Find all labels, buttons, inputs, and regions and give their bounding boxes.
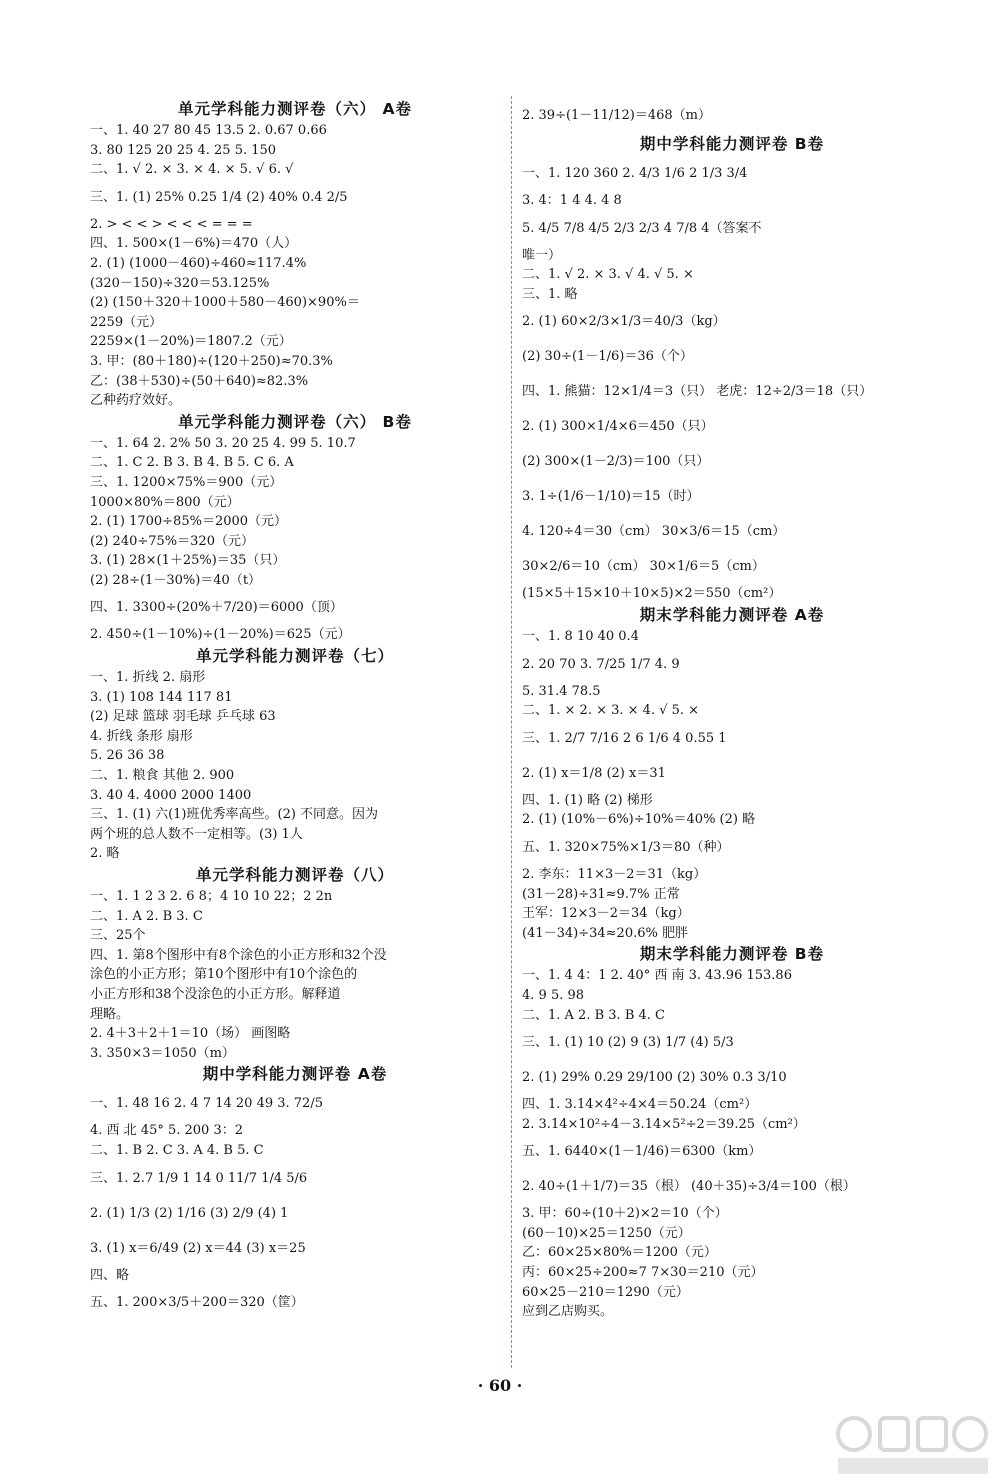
- answer-line: 王军：12×3－2＝34（kg）: [522, 906, 690, 922]
- left-answer-column: [90, 98, 500, 1320]
- answer-line: 一、1. 8 10 40 0.4: [522, 628, 639, 644]
- answer-line: 2. (1) 1/3 (2) 1/16 (3) 2/9 (4) 1: [90, 1205, 289, 1221]
- answer-line: 2. (1) 29% 0.29 29/100 (2) 30% 0.3 3/10: [522, 1070, 787, 1086]
- answer-line: (60－10)×25＝1250（元）: [522, 1225, 691, 1241]
- answer-line: 3. 40 4. 4000 2000 1400: [90, 787, 252, 803]
- answer-line: 二、1. √ 2. × 3. × 4. × 5. √ 6. √: [90, 162, 294, 178]
- answer-line: (31－28)÷31≈9.7% 正常: [522, 886, 680, 902]
- watermark-logo: [832, 1410, 997, 1478]
- answer-line: 2. 4＋3＋2＋1＝10（场） 画图略: [90, 1026, 291, 1042]
- answer-line: 3. (1) x＝6/49 (2) x＝44 (3) x＝25: [90, 1240, 306, 1256]
- answer-line: 五、1. 200×3/5＋200＝320（筐）: [90, 1295, 304, 1311]
- answer-line: 2. (1) 300×1/4×6＝450（只）: [522, 419, 714, 435]
- answer-line: 唯一）: [522, 247, 562, 263]
- answer-line: 两个班的总人数不一定相等。(3) 1人: [90, 826, 303, 842]
- answer-line: 一、1. 64 2. 2% 50 3. 20 25 4. 99 5. 10.7: [90, 435, 356, 451]
- section-heading: 单元学科能力测评卷（八）: [195, 866, 394, 884]
- answer-line: 60×25－210＝1290（元）: [522, 1284, 689, 1300]
- answer-line: 四、1. 第8个图形中有8个涂色的小正方形和32个没: [90, 947, 387, 963]
- answer-line: 四、1. (1) 略 (2) 梯形: [522, 792, 653, 808]
- answer-line: 二、1. A 2. B 3. B 4. C: [522, 1007, 665, 1023]
- answer-line: 应到乙店购买。: [522, 1304, 614, 1320]
- section-heading: 单元学科能力测评卷（七）: [195, 647, 394, 666]
- answer-line: 2259×(1－20%)＝1807.2（元）: [90, 334, 292, 350]
- page-number: · 60 ·: [477, 1376, 523, 1395]
- answer-line: 2. (1) x＝1/8 (2) x＝31: [522, 765, 666, 781]
- answer-line: 一、1. 40 27 80 45 13.5 2. 0.67 0.66: [90, 123, 327, 138]
- answer-line: 一、1. 120 360 2. 4/3 1/6 2 1/3 3/4: [522, 166, 748, 181]
- answer-line: 三、1. 2/7 7/16 2 6 1/6 4 0.55 1: [522, 730, 727, 746]
- answer-line: 乙：(38＋530)÷(50＋640)≈82.3%: [90, 373, 309, 389]
- answer-line: 2. (1) 60×2/3×1/3＝40/3（kg）: [522, 314, 726, 330]
- answer-line: 4. 120÷4＝30（cm） 30×3/6＝15（cm）: [522, 524, 786, 540]
- answer-line: 三、1. 略: [522, 286, 578, 302]
- answer-line: 五、1. 320×75%×1/3＝80（种）: [522, 839, 730, 855]
- answer-line: (41－34)÷34≈20.6% 肥胖: [522, 925, 688, 941]
- answer-line: 涂色的小正方形；第10个图形中有10个涂色的: [90, 967, 358, 983]
- answer-line: 2. (1) (10%－6%)÷10%＝40% (2) 略: [522, 812, 756, 828]
- section-heading: 期中学科能力测评卷 B卷: [639, 135, 825, 153]
- answer-line: 二、1. B 2. C 3. A 4. B 5. C: [90, 1142, 264, 1158]
- answer-line: 4. 西 北 45° 5. 200 3：2: [90, 1123, 243, 1139]
- answer-line: 一、1. 48 16 2. 4 7 14 20 49 3. 72/5: [90, 1096, 323, 1112]
- answer-line: 二、1. A 2. B 3. C: [90, 908, 203, 924]
- answer-line: (15×5＋15×10＋10×5)×2＝550（cm²）: [522, 586, 782, 602]
- answer-line: 5. 26 36 38: [90, 748, 165, 764]
- answer-line: 2. 3.14×10²÷4－3.14×5²÷2＝39.25（cm²）: [522, 1116, 806, 1132]
- answer-line: 四、1. 3.14×4²÷4×4＝50.24（cm²）: [522, 1097, 758, 1113]
- answer-line: 3. 4：1 4 4. 4 8: [522, 193, 622, 208]
- answer-line: 3. 80 125 20 25 4. 25 5. 150: [90, 142, 277, 158]
- section-heading: 期末学科能力测评卷 A卷: [639, 605, 825, 624]
- answer-line: 4. 折线 条形 扇形: [90, 728, 193, 744]
- answer-line: (2) 足球 篮球 羽毛球 乒乓球 63: [90, 709, 276, 725]
- answer-line: 二、1. √ 2. × 3. √ 4. √ 5. ×: [522, 267, 694, 283]
- answer-line: 一、1. 1 2 3 2. 6 8；4 10 10 22；2 2n: [90, 889, 333, 904]
- answer-line: 小正方形和38个没涂色的小正方形。解释道: [90, 986, 341, 1002]
- section-heading: 单元学科能力测评卷（六） B卷: [178, 412, 412, 431]
- answer-line: 丙：60×25÷200≈7 7×30＝210（元）: [522, 1265, 764, 1281]
- answer-line: 四、1. 3300÷(20%＋7/20)＝6000（顶）: [90, 600, 343, 616]
- answer-line: 一、1. 折线 2. 扇形: [90, 670, 206, 686]
- answer-line: 三、1. 1200×75%＝900（元）: [90, 474, 283, 490]
- answer-line: 2. 20 70 3. 7/25 1/7 4. 9: [522, 656, 680, 672]
- section-heading: 单元学科能力测评卷（六） A卷: [178, 100, 412, 118]
- answer-line: 三、1. (1) 10 (2) 9 (3) 1/7 (4) 5/3: [522, 1035, 734, 1051]
- answer-line: 二、1. × 2. × 3. × 4. √ 5. ×: [522, 703, 700, 719]
- answer-line: 四、1. 熊猫：12×1/4＝3（只） 老虎：12÷2/3＝18（只）: [522, 384, 873, 400]
- answer-line: 3. 甲：(80＋180)÷(120＋250)≈70.3%: [90, 353, 333, 369]
- answer-line: (2) 240÷75%＝320（元）: [90, 533, 254, 549]
- answer-line: 2. 40÷(1＋1/7)＝35（根） (40＋35)÷3/4＝100（根）: [522, 1179, 856, 1195]
- answer-line: (2) 30÷(1－1/6)＝36（个）: [522, 349, 693, 365]
- answer-line: (320－150)÷320＝53.125%: [90, 275, 270, 291]
- answer-line: 三、1. (1) 六(1)班优秀率高些。(2) 不同意。因为: [90, 807, 379, 823]
- answer-line: 2. 李东：11×3－2＝31（kg）: [522, 866, 707, 882]
- answer-line: 1000×80%＝800（元）: [90, 494, 240, 510]
- answer-line: 3. 1÷(1/6－1/10)＝15（时）: [522, 489, 700, 505]
- answer-line: 三、25个: [90, 928, 146, 944]
- answer-line: 二、1. 粮食 其他 2. 900: [90, 768, 235, 784]
- answer-line: 乙：60×25×80%＝1200（元）: [522, 1245, 717, 1261]
- answer-line: 三、1. (1) 25% 0.25 1/4 (2) 40% 0.4 2/5: [90, 189, 348, 205]
- answer-line: 2. (1) (1000－460)÷460≈117.4%: [90, 255, 307, 271]
- answer-line: 2. 450÷(1－10%)÷(1－20%)＝625（元）: [90, 627, 351, 643]
- answer-line: 理略。: [90, 1006, 130, 1022]
- right-answer-column: [522, 98, 942, 1322]
- answer-line: 2. 略: [90, 846, 120, 862]
- answer-line: 3. (1) 108 144 117 81: [90, 689, 233, 705]
- answer-line: 2. (1) 1700÷85%＝2000（元）: [90, 514, 288, 530]
- answer-line: 乙种药疗效好。: [90, 393, 182, 409]
- answer-line: (2) 300×(1－2/3)＝100（只）: [522, 454, 710, 470]
- column-divider: [511, 96, 512, 1368]
- answer-line: 4. 9 5. 98: [522, 987, 585, 1003]
- answer-line: 2. > < < > < < < = = =: [90, 216, 253, 232]
- section-heading: 期末学科能力测评卷 B卷: [639, 945, 825, 964]
- answer-line: 3. 350×3＝1050（m）: [90, 1045, 235, 1061]
- answer-line: 四、1. 500×(1－6%)＝470（人）: [90, 236, 298, 252]
- answer-line: 五、1. 6440×(1－1/46)＝6300（km）: [522, 1144, 762, 1160]
- answer-line: (2) (150＋320＋1000＋580－460)×90%＝: [90, 295, 360, 311]
- answer-line: 四、略: [90, 1267, 130, 1283]
- section-heading: 期中学科能力测评卷 A卷: [202, 1065, 388, 1084]
- answer-line: 2. 39÷(1－11/12)＝468（m）: [522, 108, 711, 123]
- answer-line: (2) 28÷(1－30%)＝40（t）: [90, 572, 262, 588]
- answer-line: 3. 甲：60÷(10＋2)×2＝10（个）: [522, 1206, 728, 1222]
- answer-line: 二、1. C 2. B 3. B 4. B 5. C 6. A: [90, 455, 294, 471]
- answer-line: 30×2/6＝10（cm） 30×1/6＝5（cm）: [522, 559, 765, 575]
- answer-line: 5. 31.4 78.5: [522, 683, 601, 699]
- answer-line: 5. 4/5 7/8 4/5 2/3 2/3 4 7/8 4（答案不: [522, 220, 762, 236]
- answer-line: 3. (1) 28×(1＋25%)＝35（只）: [90, 553, 286, 569]
- answer-line: 一、1. 4 4：1 2. 40° 西 南 3. 43.96 153.86: [522, 968, 792, 984]
- answer-line: 2259（元）: [90, 314, 163, 330]
- answer-line: 三、1. 2.7 1/9 1 14 0 11/7 1/4 5/6: [90, 1170, 308, 1186]
